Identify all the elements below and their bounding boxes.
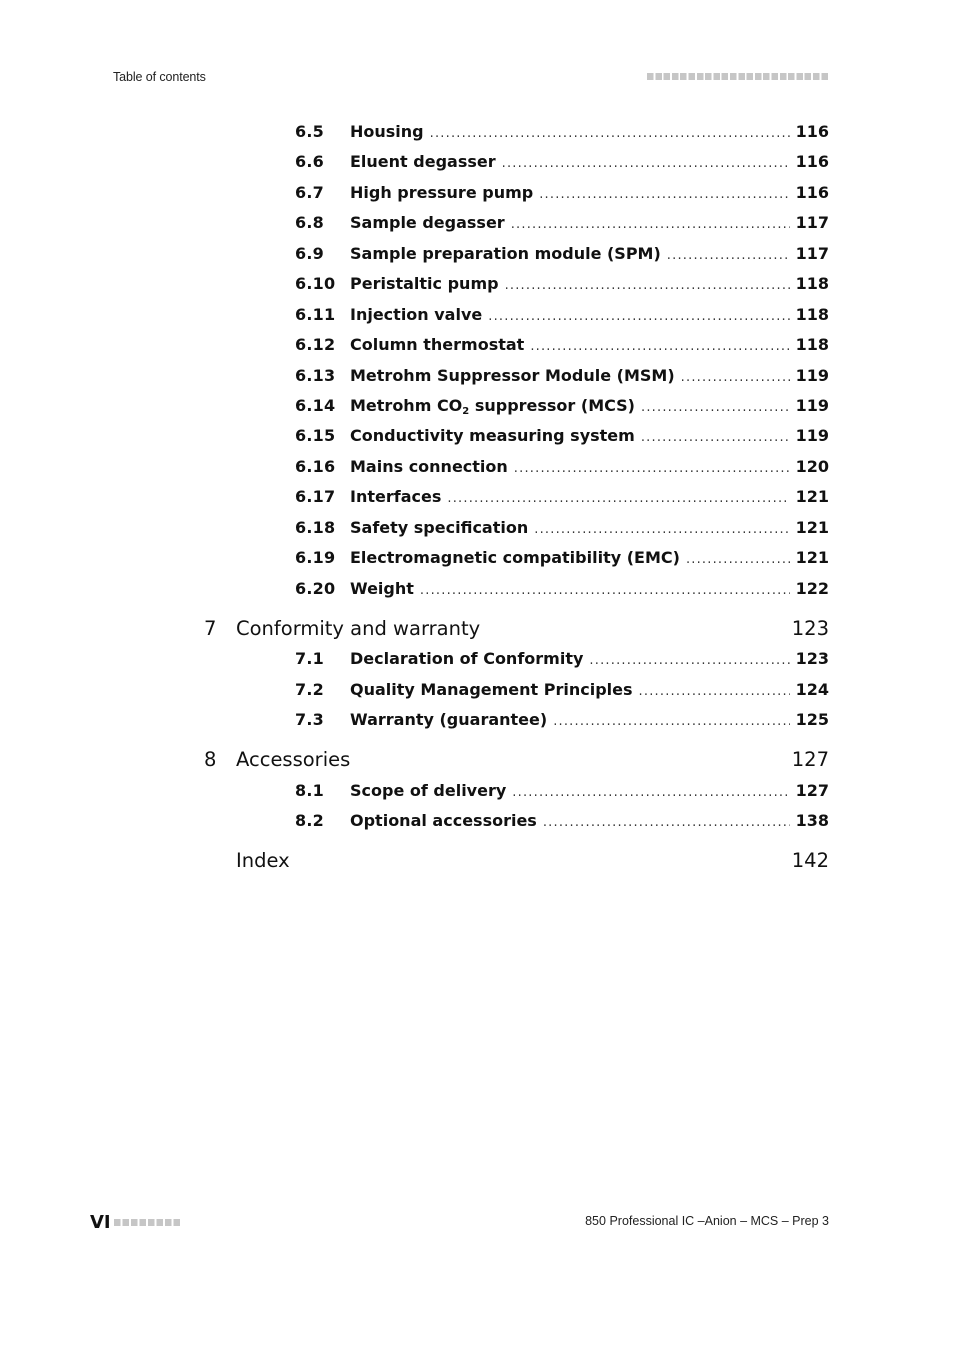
toc-entry-number: 7.1: [295, 649, 324, 668]
dot-leader: [543, 811, 790, 835]
toc-entry-number: 6.8: [295, 213, 324, 232]
toc-entry-page: 120: [795, 457, 829, 476]
dot-leader: [447, 487, 789, 511]
toc-entry-title: Safety specification: [350, 518, 529, 537]
toc-entry-page: 118: [795, 274, 829, 293]
toc-entry-page: 124: [795, 680, 829, 699]
toc-entry[interactable]: [295, 809, 829, 833]
toc-entry-page: 138: [795, 811, 829, 830]
toc-entry-title: Optional accessories: [350, 811, 537, 830]
toc-entry-title: Electromagnetic compatibility (EMC): [350, 548, 680, 567]
toc-entry-title: Metrohm $CO_2$ suppressor (MCS): [350, 396, 635, 417]
toc-entry[interactable]: [295, 364, 829, 388]
toc-entry-title: High pressure pump: [350, 183, 534, 202]
toc-entry-number: 8.2: [295, 811, 324, 830]
index-page: 142: [791, 849, 829, 872]
toc-entry[interactable]: [295, 485, 829, 509]
toc-entry-title: Sample preparation module (SPM): [350, 244, 661, 263]
toc-entry[interactable]: [295, 303, 829, 327]
toc-entry[interactable]: [295, 577, 829, 601]
dot-leader: [530, 335, 789, 359]
toc-entry-title: Eluent degasser: [350, 152, 496, 171]
dot-leader: [430, 122, 790, 146]
toc-entry-page: 123: [795, 649, 829, 668]
toc-entry-page: 116: [795, 122, 829, 141]
dot-leader: [681, 366, 790, 390]
dot-leader: [512, 781, 789, 805]
page-header: [113, 68, 829, 88]
toc-entry-title: Interfaces: [350, 487, 442, 506]
toc-entry[interactable]: [295, 333, 829, 357]
chapter-page: 127: [791, 748, 829, 771]
toc-chapter-7[interactable]: [204, 615, 829, 643]
toc-entry-number: 6.9: [295, 244, 324, 263]
toc-entry[interactable]: [295, 779, 829, 803]
toc-entry-page: 117: [795, 244, 829, 263]
chapter-number: 8: [204, 748, 217, 771]
dot-leader: [686, 548, 790, 572]
dot-leader: [534, 518, 789, 542]
toc-entry-title: Mains connection: [350, 457, 508, 476]
toc-entry[interactable]: [295, 272, 829, 296]
chapter-page: 123: [791, 617, 829, 640]
toc-entry-title: Peristaltic pump: [350, 274, 499, 293]
toc-entry-number: 6.11: [295, 305, 336, 324]
toc-entry-number: 6.5: [295, 122, 324, 141]
toc-entry-page: 121: [795, 518, 829, 537]
toc-entry-title: Warranty (guarantee): [350, 710, 548, 729]
index-title: Index: [236, 849, 290, 872]
toc-entry-title: Conductivity measuring system: [350, 426, 635, 445]
chapter-title: Accessories: [236, 748, 351, 771]
toc-entry-title: Sample degasser: [350, 213, 505, 232]
toc-entry-title: Housing: [350, 122, 424, 141]
toc-entry-page: 122: [795, 579, 829, 598]
dot-leader: [639, 680, 790, 704]
toc-entry-title: Metrohm Suppressor Module (MSM): [350, 366, 675, 385]
toc-entry-number: 6.16: [295, 457, 336, 476]
footer-page-number: VI: [90, 1212, 111, 1233]
toc-entry-number: 7.2: [295, 680, 324, 699]
toc-entry-number: 6.12: [295, 335, 336, 354]
dot-leader: [505, 274, 790, 298]
toc-entry-number: 6.20: [295, 579, 336, 598]
toc-entry-number: 6.19: [295, 548, 336, 567]
toc-entry-number: 6.17: [295, 487, 336, 506]
toc-entry-page: 121: [795, 548, 829, 567]
page-footer: [90, 1210, 829, 1236]
toc-entry[interactable]: [295, 516, 829, 540]
footer-decorative-squares: [114, 1219, 182, 1226]
dot-leader: [589, 649, 789, 673]
toc-entry[interactable]: [295, 211, 829, 235]
toc-entry-page: 116: [795, 152, 829, 171]
toc-entry-number: 6.13: [295, 366, 336, 385]
toc-entry[interactable]: [295, 708, 829, 732]
toc-entry-page: 117: [795, 213, 829, 232]
dot-leader: [553, 710, 789, 734]
toc-entry[interactable]: [295, 242, 829, 266]
toc-entry-page: 127: [795, 781, 829, 800]
chapter-number: 7: [204, 617, 217, 640]
toc-entry[interactable]: [295, 181, 829, 205]
toc-entry-title: Weight: [350, 579, 414, 598]
dot-leader: [641, 396, 790, 420]
toc-entry-title: Scope of delivery: [350, 781, 507, 800]
toc-entry[interactable]: [295, 455, 829, 479]
toc-entry-page: 125: [795, 710, 829, 729]
toc-entry-number: 6.6: [295, 152, 324, 171]
toc-entry-title: Column thermostat: [350, 335, 525, 354]
toc-entry-number: 8.1: [295, 781, 324, 800]
toc-entry[interactable]: [295, 546, 829, 570]
toc-entry-number: 6.10: [295, 274, 336, 293]
toc-entry[interactable]: [295, 150, 829, 174]
dot-leader: [511, 213, 790, 237]
toc-entry[interactable]: [295, 120, 829, 144]
toc-index[interactable]: [204, 847, 829, 875]
dot-leader: [641, 426, 790, 450]
toc-entry-title: Injection valve: [350, 305, 483, 324]
dot-leader: [667, 244, 790, 268]
toc-entry-number: 6.7: [295, 183, 324, 202]
header-section-title: Table of contents: [113, 70, 206, 84]
dot-leader: [539, 183, 789, 207]
toc-entry-title: Declaration of Conformity: [350, 649, 584, 668]
toc-entry-page: 119: [795, 426, 829, 445]
dot-leader: [502, 152, 790, 176]
dot-leader: [514, 457, 790, 481]
toc-entry[interactable]: [295, 394, 829, 418]
dot-leader: [488, 305, 789, 329]
toc-entry-number: 7.3: [295, 710, 324, 729]
toc-entry-number: 6.15: [295, 426, 336, 445]
toc-entry-title: Quality Management Principles: [350, 680, 633, 699]
toc-entry-page: 118: [795, 335, 829, 354]
toc-entry[interactable]: [295, 424, 829, 448]
footer-product-name: 850 Professional IC –Anion – MCS – Prep 3: [585, 1214, 829, 1228]
chapter-title: Conformity and warranty: [236, 617, 481, 640]
toc-chapter-8[interactable]: [204, 746, 829, 774]
toc-entry[interactable]: [295, 647, 829, 671]
toc-entry[interactable]: [295, 678, 829, 702]
toc-entry-number: 6.14: [295, 396, 336, 415]
toc-entry-page: 116: [795, 183, 829, 202]
toc-entry-page: 119: [795, 396, 829, 415]
toc-entry-number: 6.18: [295, 518, 336, 537]
toc-entry-page: 118: [795, 305, 829, 324]
dot-leader: [420, 579, 790, 603]
toc-entry-page: 119: [795, 366, 829, 385]
toc-entry-page: 121: [795, 487, 829, 506]
header-decorative-squares: [647, 73, 829, 80]
